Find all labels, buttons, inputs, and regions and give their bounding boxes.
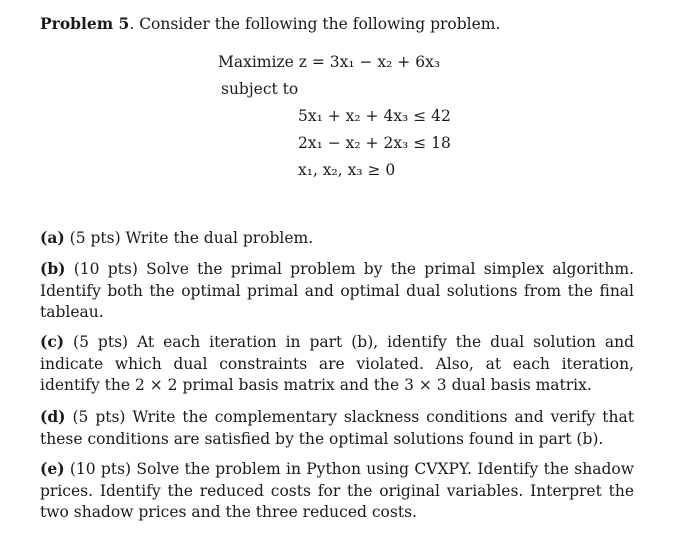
part-e-text: (10 pts) Solve the problem in Python using CVXPY. Identify the shadow prices. Identify the reduced costs for the original variables. Interpret the two shadow prices and the three reduced costs.	[40, 460, 634, 521]
objective-line	[218, 52, 440, 74]
nonnegativity-constraint: x₁, x₂, x₃ ≥ 0	[298, 161, 396, 179]
part-e-label: (e)	[40, 459, 65, 478]
maximize-word: Maximize	[218, 53, 294, 71]
part-b-label: (b)	[40, 259, 66, 278]
part-d	[40, 406, 634, 450]
part-c-label: (c)	[40, 332, 65, 351]
part-b-text: (10 pts) Solve the primal problem by the primal simplex algorithm. Identify both the optimal primal and optimal dual solutions from the final tableau.	[40, 260, 634, 321]
part-d-text: (5 pts) Write the complementary slackness conditions and verify that these conditions are satisfied by the optimal solutions found in part (b).	[40, 408, 634, 448]
problem-page	[40, 0, 634, 542]
part-a-text: (5 pts) Write the dual problem.	[64, 229, 314, 247]
problem-intro: . Consider the following the following problem.	[129, 15, 501, 33]
part-e	[40, 458, 634, 524]
part-d-label: (d)	[40, 407, 66, 426]
subject-to-label: subject to	[221, 80, 299, 98]
objective-function: z = 3x₁ − x₂ + 6x₃	[298, 53, 441, 71]
part-c	[40, 331, 634, 397]
problem-heading: Problem 5	[40, 14, 130, 33]
constraint-2: 2x₁ − x₂ + 2x₃ ≤ 18	[298, 134, 451, 152]
part-c-text: (5 pts) At each iteration in part (b), identify the dual solution and indicate which dual constraints are violated. Also, at each iteration, identify the 2 × 2 primal basis matrix and the 3 × 3 dual basis matrix.	[40, 333, 634, 394]
part-a	[40, 227, 634, 250]
part-a-label: (a)	[40, 228, 65, 247]
problem-title	[40, 13, 500, 36]
part-b	[40, 258, 634, 324]
constraint-1: 5x₁ + x₂ + 4x₃ ≤ 42	[298, 107, 451, 125]
